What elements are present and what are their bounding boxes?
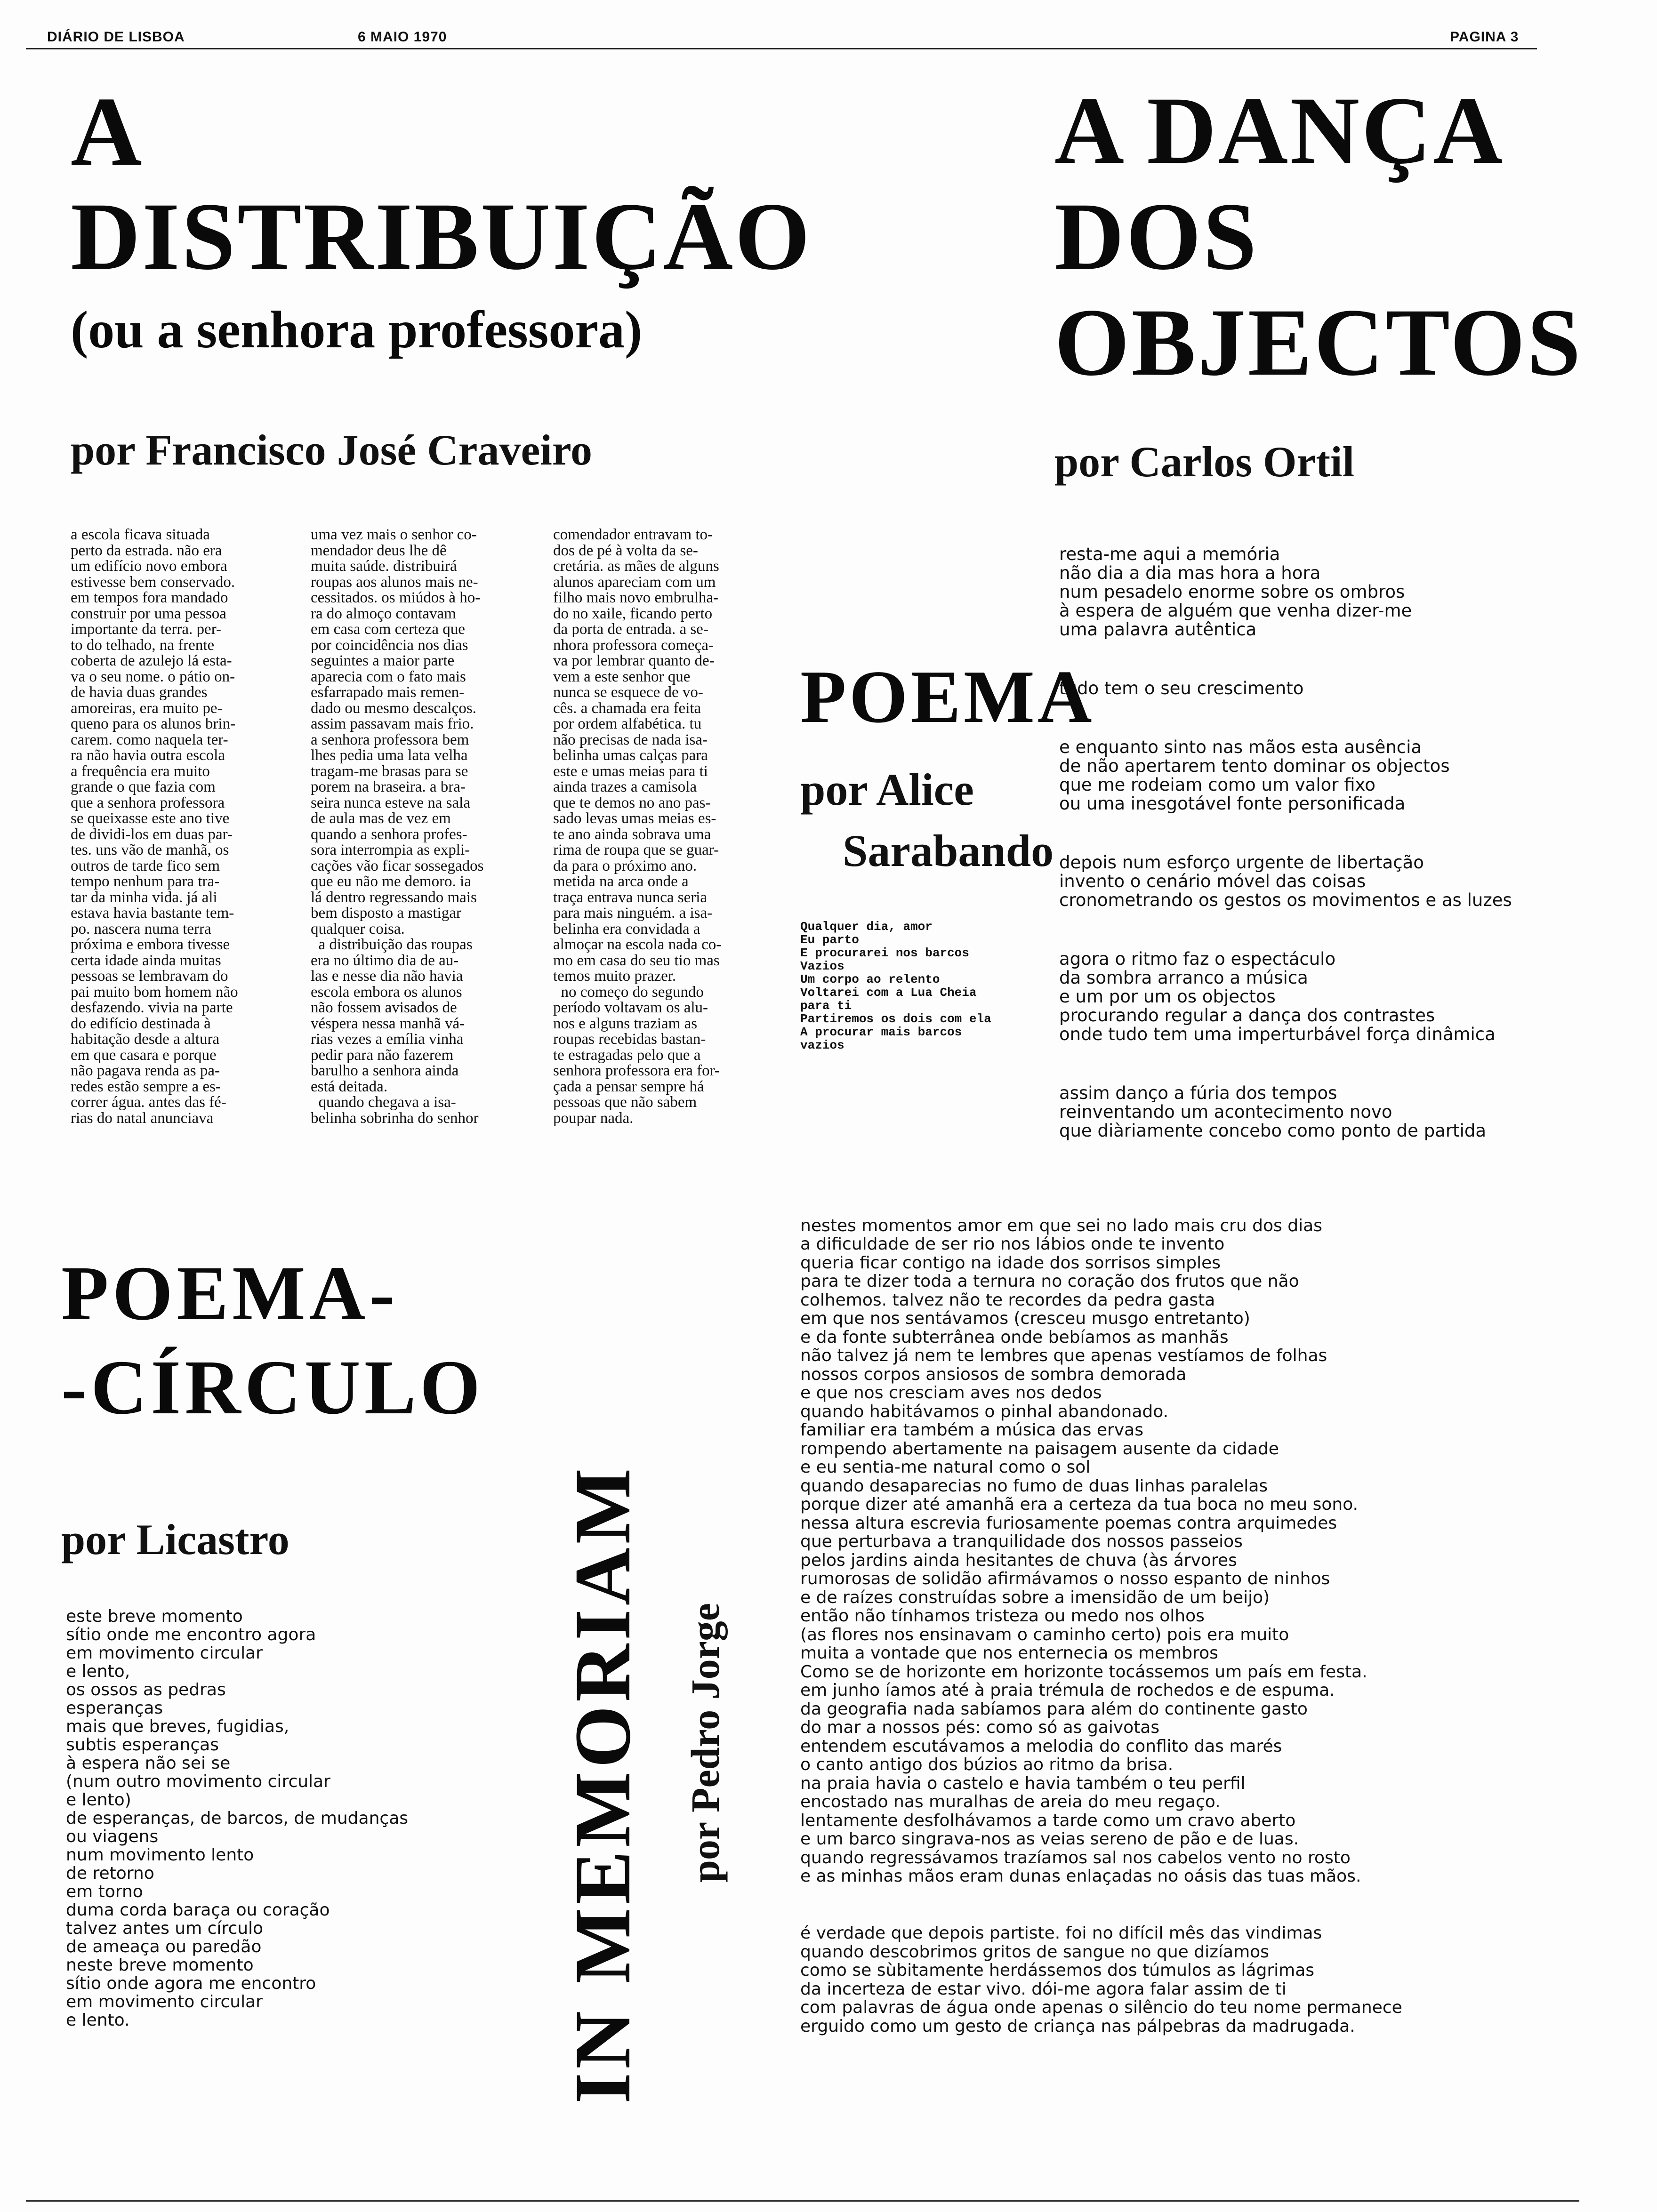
issue-date: 6 MAIO 1970 [358, 29, 447, 45]
danca-title-line2: DOS [1054, 183, 1259, 290]
memoriam-byline: por Pedro Jorge [683, 1603, 728, 1883]
circulo-title-line2: -CÍRCULO [61, 1344, 484, 1430]
newspaper-name: DIÁRIO DE LISBOA [47, 29, 185, 45]
page-number: PAGINA 3 [1450, 29, 1519, 45]
poema-byline-line1: por Alice [800, 764, 974, 815]
distribuicao-subtitle: (ou a senhora professora) [71, 301, 643, 359]
circulo-byline: por Licastro [61, 1515, 290, 1563]
memoriam-stanza-2: é verdade que depois partiste. foi no difícil mês das vindimas quando descobrimos gritos de sangue no que dizíamos como se sùbitamente herdássemos dos túmulos as lágrimas da incerteza de estar vivo. dói-me agora falar assim de ti com palavras de água onde apenas o silêncio do teu nome permanece erguido como um gesto de criança nas pálpebras da madrugada. [800, 1923, 1402, 2036]
circulo-title-line1: POEMA- [61, 1250, 399, 1336]
footer-rule [26, 2200, 1579, 2202]
memoriam-poem [800, 1198, 1535, 2054]
danca-stanza: resta-me aqui a memória não dia a dia mas hora a hora num pesadelo enorme sobre os ombros à espera de alguém que venha dizer-me uma palavra autêntica [1059, 544, 1412, 640]
article-distribuicao [71, 77, 142, 186]
poema-byline-line2: Sarabando [843, 825, 1054, 876]
memoriam-title: IN MEMORIAM [558, 1464, 647, 2104]
distribuicao-column-2: uma vez mais o senhor co- mendador deus lhe dê muita saúde. distribuirá roupas aos alunos mais ne- cessitados. os miúdos à ho- ra do almoço contavam em casa com certeza que por coincidência nos dias seguintes a maior parte aparecia com o fato mais esfarrapado mais remen- dado ou mesmo descalços. assim passavam mais frio. a senhora professora bem lhes pedia uma lata velha tragam-me brasas para se porem na braseira. a bra- seira nunca esteve na sala de aula mas de vez em quando a senhora profes- sora interrompia as expli- cações vão ficar sossegados que eu não me demoro. ia lá dentro regressando mais bem disposto a mastigar qualquer coisa. a distribuição das roupas era no último dia de au- las e nesse dia não havia escola embora os alunos não fossem avisados de véspera nessa manhã vá- rias vezes a emília vinha pedir para não fazerem barulho a senhora ainda está deitada. quando chegava a isa- belinha sobrinha do senhor [311, 526, 484, 1127]
poema-title: POEMA [800, 655, 1095, 738]
danca-stanza: assim danço a fúria dos tempos reinventando um acontecimento novo que diàriamente concebo como ponto de partida [1059, 1083, 1487, 1141]
danca-title-line3: OBJECTOS [1054, 289, 1583, 396]
distribuicao-title-a: A [71, 77, 142, 186]
danca-title-line1: A DANÇA [1054, 77, 1505, 184]
header-rule [26, 48, 1537, 49]
poema-text: Qualquer dia, amor Eu parto E procurarei nos barcos Vazios Um corpo ao relento Voltarei com a Lua Cheia para ti Partiremos os dois com ela A procurar mais barcos vazios [800, 920, 991, 1052]
distribuicao-title: DISTRIBUIÇÃO [71, 183, 812, 290]
circulo-poem: este breve momento sítio onde me encontro agora em movimento circular e lento, os ossos as pedras esperanças mais que breves, fugidias, subtis esperanças à espera não sei se (num outro movimento circular e lento) de esperanças, de barcos, de mudanças ou viagens num movimento lento de retorno em torno duma corda baraça ou coração talvez antes um círculo de ameaça ou paredão neste breve momento sítio onde agora me encontro em movimento circular e lento. [66, 1607, 409, 2030]
memoriam-stanza-1: nestes momentos amor em que sei no lado mais cru dos dias a dificuldade de ser rio nos lábios onde te invento queria ficar contigo na idade dos sorrisos simples para te dizer toda a ternura no coração dos frutos que não colhemos. talvez não te recordes da pedra gasta em que nos sentávamos (cresceu musgo entretanto) e da fonte subterrânea onde bebíamos as manhãs não talvez já nem te lembres que apenas vestíamos de folhas nossos corpos ansiosos de sombra demorada e que nos cresciam aves nos dedos quando habitávamos o pinhal abandonado. familiar era também a música das ervas rompendo abertamente na paisagem ausente da cidade e eu sentia-me natural como o sol quando desaparecias no fumo de duas linhas paralelas porque dizer até amanhã era a certeza da tua boca no meu sono. nessa altura escrevia furiosamente poemas contra arquimedes que perturbava a tranquilidade dos nossos passeios pelos jardins ainda hesitantes de chuva (às árvores rumorosas de solidão afirmávamos o nosso espanto de ninhos e de raízes construídas sobre a imensidão de um beijo) então não tínhamos tristeza ou medo nos olhos (as flores nos ensinavam o caminho certo) pois era muito muita a vontade que nos enternecia os membros Como se de horizonte em horizonte tocássemos um país em festa. em junho íamos até à praia trémula de rochedos e de espuma. da geografia nada sabíamos para além do continente gasto do mar a nossos pés: como só as gaivotas entendem escutávamos a melodia do conflito das marés o canto antigo dos búzios ao ritmo da brisa. na praia havia o castelo e havia também o teu perfil encostado nas muralhas de areia do meu regaço. lentamente desfolhávamos a tarde como um cravo aberto e um barco singrava-nos as veias sereno de pão e de luas. quando regressávamos trazíamos sal nos cabelos vento no rosto e as minhas mãos eram dunas enlaçadas no oásis das tuas mãos. [800, 1216, 1367, 1886]
danca-stanza: e enquanto sinto nas mãos esta ausência de não apertarem tento dominar os objectos que me rodeiam como um valor fixo ou uma inesgotável fonte personificada [1059, 737, 1450, 814]
distribuicao-column-1: a escola ficava situada perto da estrada. não era um edifício novo embora estivesse bem conservado. em tempos fora mandado construir por uma pessoa importante da terra. per- to do telhado, na frente coberta de azulejo lá esta- va o seu nome. o pátio on- de havia duas grandes amoreiras, era muito pe- queno para os alunos brin- carem. como naquela ter- ra não havia outra escola a frequência era muito grande o que fazia com que a senhora professora se queixasse este ano tive de dividi-los em duas par- tes. uns vão de manhã, os outros de tarde fico sem tempo nenhum para tra- tar da minha vida. já ali estava havia bastante tem- po. nascera numa terra próxima e embora tivesse certa idade ainda muitas pessoas se lembravam do pai muito bom homem não desfazendo. vivia na parte do edifício destinada à habitação desde a altura em que casara e porque não pagava renda as pa- redes estão sempre a es- correr água. antes das fé- rias do natal anunciava [71, 526, 238, 1127]
distribuicao-byline: por Francisco José Craveiro [71, 426, 593, 474]
danca-byline: por Carlos Ortil [1054, 438, 1355, 486]
danca-stanza: depois num esforço urgente de libertação invento o cenário móvel das coisas cronometrando os gestos os movimentos e as luzes [1059, 852, 1512, 910]
danca-stanza: tudo tem o seu crescimento [1059, 678, 1304, 698]
distribuicao-column-3: comendador entravam to- dos de pé à volta da se- cretária. as mães de alguns alunos apareciam com um filho mais novo embrulha- do no xaile, ficando perto da porta de entrada. a se- nhora professora começa- va por lembrar quanto de- vem a este senhor que nunca se esquece de vo- cês. a chamada era feita por ordem alfabética. tu não precisas de nada isa- belinha umas calças para este e umas meias para ti ainda trazes a camisola que te demos no ano pas- sado levas umas meias es- te ano ainda sobrava uma rima de roupa que se guar- da para o próximo ano. metida na arca onde a traça entrava nunca seria para mais ninguém. a isa- belinha era convidada a almoçar na escola nada co- mo em casa do seu tio mas temos muito prazer. no começo do segundo período voltavam os alu- nos e alguns traziam as roupas recebidas bastan- te estragadas pelo que a senhora professora era for- çada a pensar sempre há pessoas que não sabem poupar nada. [553, 526, 722, 1127]
danca-stanza: agora o ritmo faz o espectáculo da sombra arranco a música e um por um os objectos procurando regular a dança dos contrastes onde tudo tem uma imperturbável força dinâmica [1059, 949, 1496, 1044]
danca-poem [1059, 526, 1530, 1159]
